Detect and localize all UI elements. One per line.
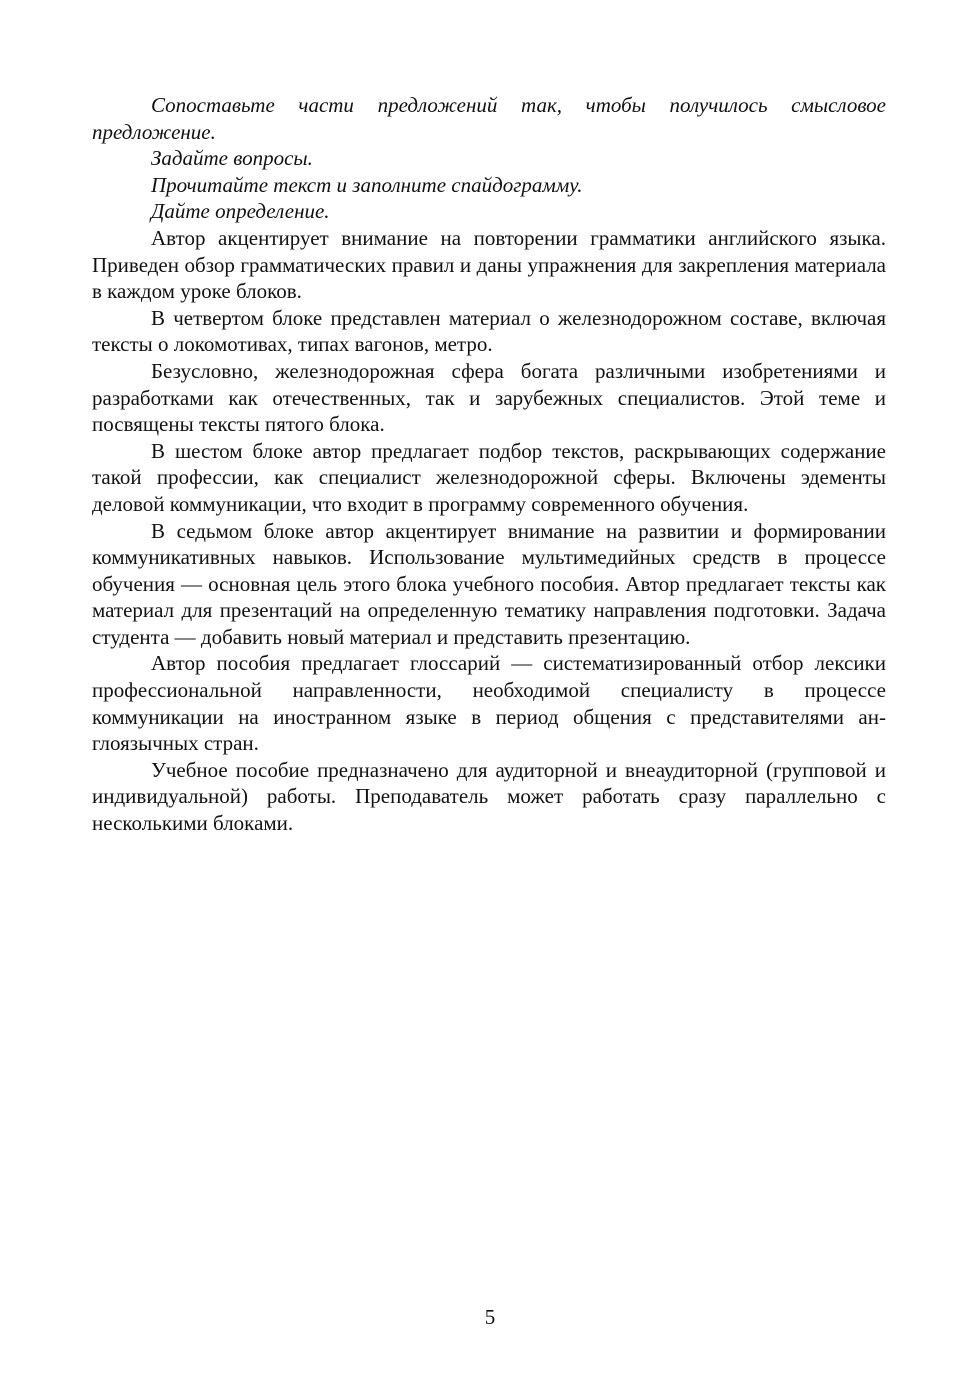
paragraph-block-five: Безусловно, железнодорожная сфера богата различными изобретениями и разработками как отечественных, так и зарубежных специалистов. Этой теме и посвящены тексты пятого блока. xyxy=(92,358,886,437)
paragraph-block-four: В четвертом блоке представлен материал о железнодорожном составе, включая тексты о локомотивах, типах вагонов, метро. xyxy=(92,305,886,357)
paragraph-glossary: Автор пособия предлагает глоссарий — систематизированный отбор лексики профессиональной направленности, необходимой специалисту в процессе коммуникации на иностранном языке в период общения с представителями англоязычных стран. xyxy=(92,651,886,756)
paragraph-block-six: В шестом блоке автор предлагает подбор текстов, раскрывающих содержание такой профессии, как специалист железнодорожной сферы. Включены эдементы деловой коммуникации, что входит в программу современного обучения. xyxy=(92,438,886,516)
instruction-match-sentences: Сопоставьте части предложений так, чтобы получилось смысловое предложение. xyxy=(92,93,886,144)
body-text xyxy=(92,92,886,837)
instruction-give-definition: Дайте определение. xyxy=(151,199,330,224)
paragraph-grammar: Автор акцентирует внимание на повторении грамматики английского языка. Приведен обзор грамматических правил и даны упражнения для закрепления материала в каждом уроке блоков. xyxy=(92,225,886,304)
paragraph-block-seven: В седьмом блоке автор акцентирует внимание на развитии и формировании коммуникативных навыков. Использование мультимедийных средств в процессе обучения — основная цель этого блока учебного пособия. Автор предлагает тексты как материал для презентаций на определенную тематику направления подготовки. Задача студента — добавить новый материал и представить презентацию. xyxy=(92,518,886,649)
page-number: 5 xyxy=(484,1305,496,1329)
paragraph-usage: Учебное пособие предназначено для аудиторной и внеаудиторной (групповой и индивидуальной) работы. Преподаватель может работать сразу параллельно с несколькими блоками. xyxy=(92,757,886,836)
instruction-ask-questions: Задайте вопросы. xyxy=(151,146,313,171)
instruction-read-spidergram: Прочитайте текст и заполните спайдограмму. xyxy=(151,172,583,197)
